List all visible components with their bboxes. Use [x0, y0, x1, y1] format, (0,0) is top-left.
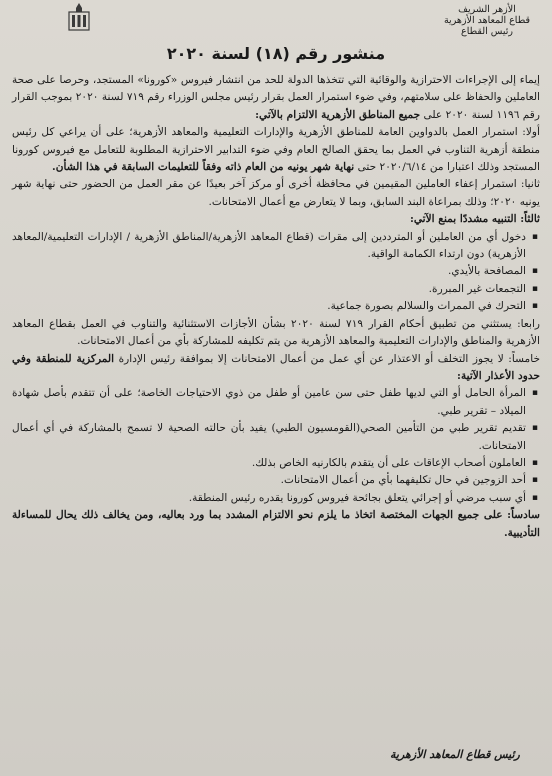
letterhead-line-1: الأزهر الشريف — [458, 4, 516, 15]
item-fifth-list — [12, 385, 540, 507]
item-third-list — [12, 229, 540, 316]
item-fifth: خامساً: لا يجوز التخلف أو الاعتذار عن أي عمل من أعمال الامتحانات إلا بموافقة رئيس الإدارة المركزية للمنطقة وفي حدود الأعذار الآتية: — [12, 352, 541, 382]
item-second: ثانيا: استمرار إعفاء العاملين المقيمين في محافظة أخرى أو مركز آخر بعيدًا عن مقر العمل من الحضور حتى نهاية شهر يونيه ٢٠٢٠؛ وذلك بمراعاة البند السابق، وبما لا يتعارض مع أعمال الامتحانات. — [12, 178, 541, 208]
item-first: أولا: استمرار العمل بالدواوين العامة للمناطق الأزهرية والإدارات التعليمية والمعاهد الأزهرية؛ على أن يراعي كل رئيس منطقة أزهرية التناوب في العمل بما يحقق الصالح العام وفي ضوء التدابير الاحترازية المطلوبة للتعامل مع فيروس كورونا المستجد وذلك اعتبارا من ٢٠٢٠/٦/١٤ حتى نهاية شهر يونيه من العام ذاته وفقاً للتعليمات السابقة في هذا الشأن. — [12, 126, 540, 174]
list-item: ▪ المصافحة بالأيدي. — [12, 263, 526, 280]
letterhead-line-3: رئيس القطاع — [461, 26, 513, 37]
item-sixth: سادساً: على جميع الجهات المختصة اتخاذ ما يلزم نحو الالتزام المشدد بما ورد بعاليه، ومن يخالف ذلك يحال للمساءلة التأديبية. — [12, 509, 541, 539]
list-item: ▪ التحرك في الممرات والسلالم بصورة جماعية. — [12, 298, 526, 315]
intro-paragraph: إيماء إلى الإجراءات الاحترازية والوقائية التي تتخذها الدولة للحد من انتشار فيروس «كورونا» المستجد، وحرصا على صحة العاملين والحفاظ على سلامتهم، وفي ضوء استمرار العمل بقرار رئيس مجلس الوزراء رقم ٧١٩ لسنة ٢٠٢٠ بموجب القرار رقم ١١٩٦ لسنة ٢٠٢٠ على جميع المناطق الأزهرية الالتزام بالآتي: — [12, 74, 541, 121]
circular-body — [12, 72, 540, 542]
circular-title: منشور رقم (١٨) لسنة ٢٠٢٠ — [166, 44, 386, 63]
letterhead-line-2: قطاع المعاهد الأزهرية — [443, 15, 531, 26]
letterhead — [432, 4, 542, 37]
list-item: ▪ دخول أي من العاملين أو المترددين إلى مقرات (قطاع المعاهد الأزهرية/المناطق الأزهرية / الإدارات التعليمية/المعاهد الأزهرية) دون ارتداء الكمامة الواقية. — [12, 229, 526, 264]
list-item: ▪ التجمعات غير المبررة. — [12, 281, 526, 298]
list-item: ▪ المرأة الحامل أو التي لديها طفل حتى سن عامين أو طفل من ذوي الاحتياجات الخاصة؛ على أن تتقدم بأصل شهادة الميلاد – تقرير طبي. — [12, 385, 526, 420]
item-fourth: رابعا: يستثني من تطبيق أحكام القرار ٧١٩ لسنة ٢٠٢٠ بشأن الأجازات الاستثنائية والتناوب في العمل بقطاع المعاهد الأزهرية والمناطق والإدارات التعليمية والمعاهد الأزهرية من يتم تكليفه للمشاركة بأي من أعمال الامتحانات. — [12, 317, 541, 348]
list-item: ▪ أحد الزوجين في حال تكليفهما بأي من أعمال الامتحانات. — [12, 472, 526, 489]
list-item: ▪ تقديم تقرير طبي من التأمين الصحي(القومسيون الطبي) يفيد بأن حالته الصحية لا تسمح بالمشاركة في أي أعمال الامتحانات. — [12, 420, 526, 455]
signature-block: رئيس قطاع المعاهد الأزهرية — [390, 748, 520, 761]
list-item: ▪ أي سبب مرضي أو إجرائي يتعلق بجائحة فيروس كورونا يقدره رئيس المنطقة. — [12, 490, 526, 507]
list-item: ▪ العاملون أصحاب الإعاقات على أن يتقدم بالكارنيه الخاص بذلك. — [12, 455, 526, 472]
al-azhar-logo-icon — [66, 2, 92, 32]
item-third-heading: ثالثاً: التنبيه مشددًا بمنع الآتي: — [409, 213, 540, 226]
